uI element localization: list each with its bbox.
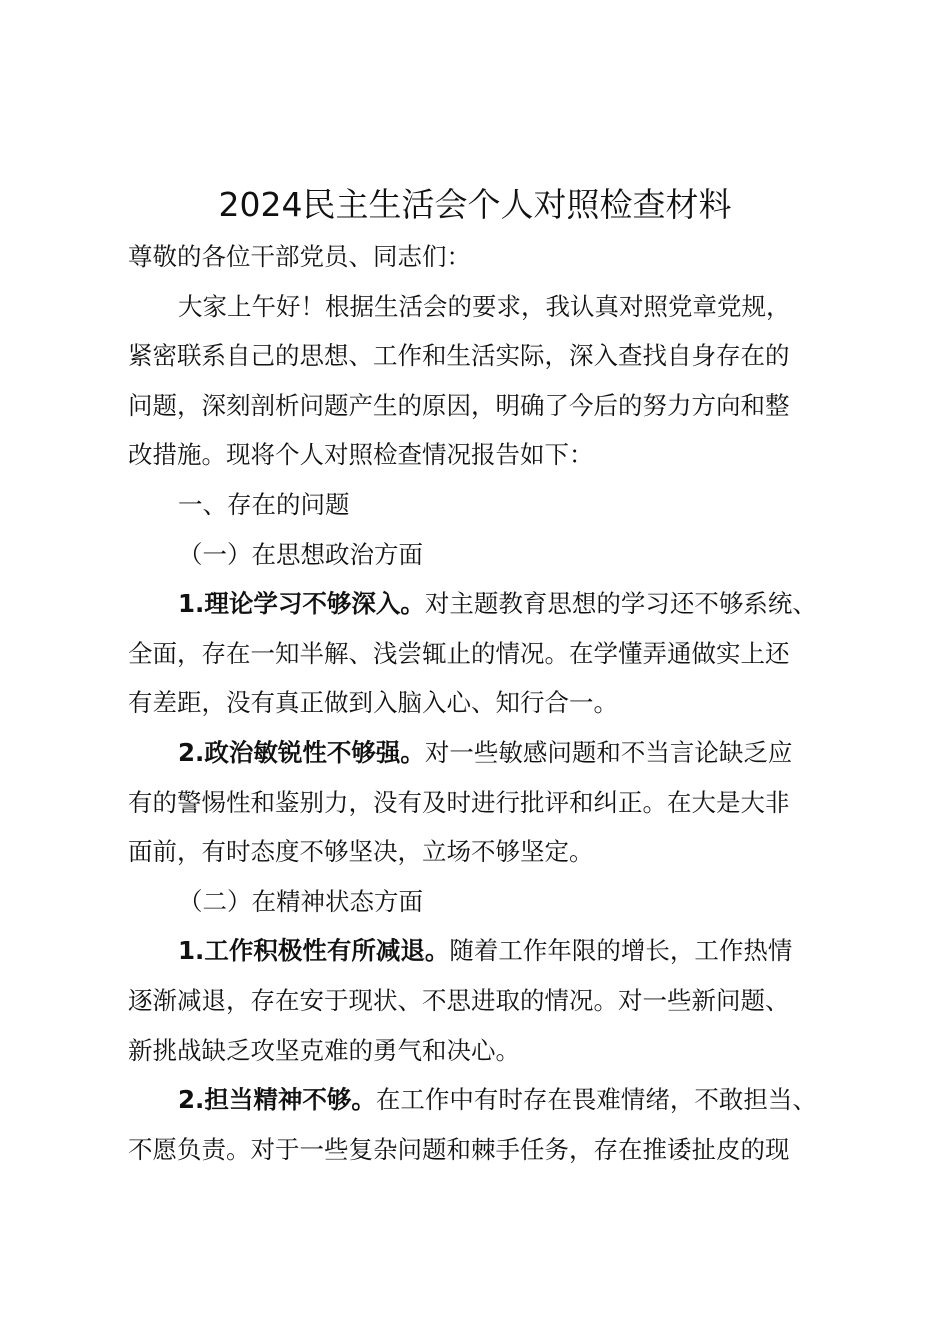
item-responsibility-line-2: 不愿负责。对于一些复杂问题和棘手任务，存在推诿扯皮的现	[128, 1134, 790, 1164]
item-political-sensitivity-line-1	[128, 728, 838, 778]
item-theory-study-title: 1.理论学习不够深入。	[178, 589, 425, 619]
item-responsibility-line-1	[128, 1075, 838, 1125]
intro-line-3: 问题，深刻剖析问题产生的原因，明确了今后的努力方向和整	[128, 390, 790, 420]
item-work-enthusiasm-title: 1.工作积极性有所减退。	[178, 936, 450, 966]
item-theory-study-line-1	[128, 579, 838, 629]
item-work-enthusiasm-line-2: 逐渐减退，存在安于现状、不思进取的情况。对一些新问题、	[128, 985, 790, 1015]
item-political-sensitivity-title: 2.政治敏锐性不够强。	[178, 737, 425, 767]
item-political-sensitivity-line-2: 有的警惕性和鉴别力，没有及时进行批评和纠正。在大是大非	[128, 787, 790, 817]
item-political-sensitivity-line-3: 面前，有时态度不够坚决，立场不够坚定。	[128, 837, 594, 867]
intro-line-1: 大家上午好！根据生活会的要求，我认真对照党章党规，	[178, 291, 791, 321]
document-body	[128, 232, 838, 1174]
section-heading-problems: 一、存在的问题	[178, 489, 350, 519]
item-theory-study-line-3: 有差距，没有真正做到入脑入心、知行合一。	[128, 688, 618, 718]
item-political-sensitivity-text: 对一些敏感问题和不当言论缺乏应	[424, 737, 793, 767]
document-title: 2024民主生活会个人对照检查材料	[218, 185, 732, 224]
subsection-heading-ideology: （一）在思想政治方面	[178, 539, 423, 569]
item-work-enthusiasm-line-1	[128, 926, 838, 976]
item-work-enthusiasm-line-3: 新挑战缺乏攻坚克难的勇气和决心。	[128, 1035, 520, 1065]
item-theory-study-line-2: 全面，存在一知半解、浅尝辄止的情况。在学懂弄通做实上还	[128, 638, 790, 668]
item-theory-study-text: 对主题教育思想的学习还不够系统、	[424, 589, 817, 619]
item-responsibility-text: 在工作中有时存在畏难情绪，不敢担当、	[375, 1085, 817, 1115]
intro-line-2: 紧密联系自己的思想、工作和生活实际，深入查找自身存在的	[128, 341, 790, 371]
item-responsibility-title: 2.担当精神不够。	[178, 1085, 376, 1115]
greeting: 尊敬的各位干部党员、同志们：	[128, 242, 471, 271]
item-work-enthusiasm-text: 随着工作年限的增长，工作热情	[449, 936, 793, 966]
subsection-heading-spirit: （二）在精神状态方面	[178, 886, 423, 916]
intro-line-4: 改措施。现将个人对照检查情况报告如下：	[128, 440, 594, 470]
